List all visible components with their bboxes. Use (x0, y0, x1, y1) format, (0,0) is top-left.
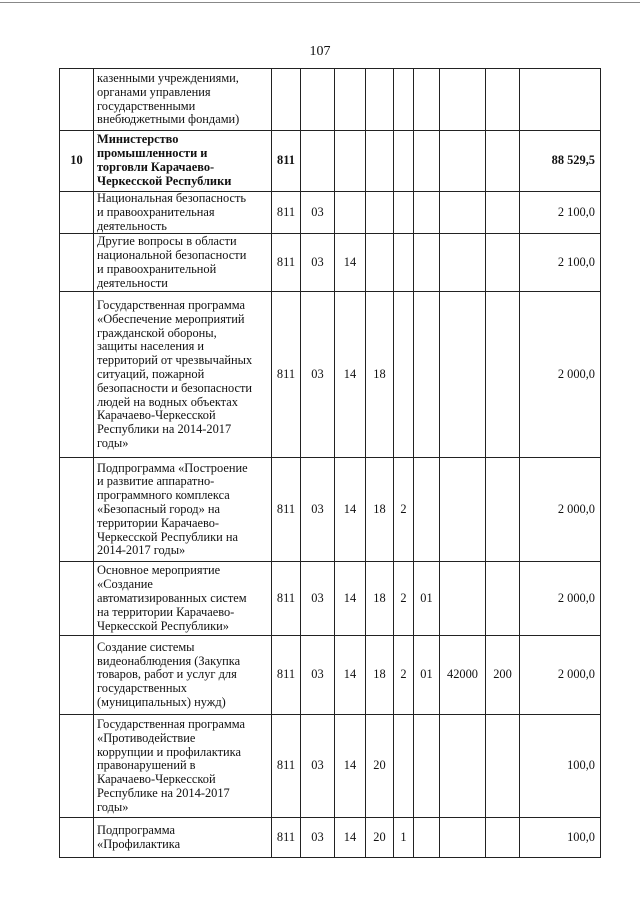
row-name-line: органами управления (97, 84, 211, 99)
direction-code (440, 292, 486, 458)
row-name-line: Черкесской Республики» (97, 618, 229, 633)
direction-code (440, 458, 486, 562)
row-name-line: «Противодействие (97, 730, 196, 745)
row-name (94, 292, 272, 458)
razdel-code: 03 (301, 818, 335, 858)
razdel-code: 03 (301, 292, 335, 458)
row-name-line: людей на водных объектах (97, 394, 238, 409)
row-number (60, 715, 94, 818)
row-name-line: гражданской обороны, (97, 325, 217, 340)
row-number (60, 292, 94, 458)
razdel-code (301, 69, 335, 131)
expense-type-code (486, 69, 520, 131)
row-name-line: правонарушений в (97, 758, 196, 773)
row-name-line: ситуаций, пожарной (97, 366, 205, 381)
sum-value: 2 100,0 (520, 192, 601, 234)
expense-type-code (486, 292, 520, 458)
table-row (60, 715, 601, 818)
ved-code: 811 (272, 131, 301, 192)
table-row (60, 69, 601, 131)
program-code: 18 (366, 636, 394, 715)
sum-value: 2 100,0 (520, 234, 601, 292)
podrazdel-code: 14 (335, 292, 366, 458)
subprogram-code: 2 (394, 562, 414, 636)
table-body (60, 69, 601, 858)
razdel-code: 03 (301, 234, 335, 292)
podrazdel-code (335, 69, 366, 131)
row-name-line: национальной безопасности (97, 248, 247, 263)
podrazdel-code: 14 (335, 715, 366, 818)
row-name (94, 715, 272, 818)
podrazdel-code: 14 (335, 234, 366, 292)
row-name-line: Карачаево-Черкесской (97, 408, 216, 423)
program-code: 18 (366, 292, 394, 458)
main-event-code (414, 69, 440, 131)
ved-code: 811 (272, 562, 301, 636)
expense-type-code: 200 (486, 636, 520, 715)
table-row (60, 458, 601, 562)
row-name-line: годы» (97, 435, 129, 450)
direction-code (440, 69, 486, 131)
row-name-line: (муниципальных) нужд) (97, 695, 226, 710)
row-name-line: и развитие аппаратно- (97, 474, 215, 489)
row-name-line: видеонаблюдения (Закупка (97, 653, 241, 668)
row-name-line: защиты населения и (97, 339, 205, 354)
row-name-line: государственными (97, 98, 196, 113)
main-event-code (414, 192, 440, 234)
row-number: 10 (60, 131, 94, 192)
subprogram-code: 2 (394, 636, 414, 715)
sum-value: 2 000,0 (520, 292, 601, 458)
main-event-code (414, 292, 440, 458)
sum-value: 100,0 (520, 818, 601, 858)
row-name-line: Карачаево-Черкесской (97, 772, 216, 787)
main-event-code (414, 818, 440, 858)
subprogram-code (394, 69, 414, 131)
row-name-line: торговли Карачаево- (97, 160, 215, 174)
sum-value: 88 529,5 (520, 131, 601, 192)
razdel-code: 03 (301, 458, 335, 562)
row-name-line: Создание системы (97, 639, 195, 654)
row-name-line: Подпрограмма (97, 823, 175, 838)
page-number: 107 (309, 44, 331, 59)
subprogram-code (394, 192, 414, 234)
expense-type-code (486, 562, 520, 636)
table-row (60, 818, 601, 858)
row-name-line: и правоохранительной (97, 261, 217, 276)
row-name-line: Основное мероприятие (97, 563, 221, 578)
table-row (60, 192, 601, 234)
row-name-line: деятельность (97, 218, 167, 233)
program-code: 18 (366, 562, 394, 636)
row-name-line: «Профилактика (97, 836, 181, 851)
direction-code (440, 131, 486, 192)
row-name-line: «Создание (97, 577, 153, 592)
direction-code (440, 562, 486, 636)
row-name (94, 69, 272, 131)
row-name-line: Республике на 2014-2017 (97, 786, 230, 801)
expense-type-code (486, 458, 520, 562)
expense-type-code (486, 192, 520, 234)
row-name-line: Другие вопросы в области (97, 234, 237, 249)
razdel-code: 03 (301, 562, 335, 636)
row-name (94, 192, 272, 234)
razdel-code: 03 (301, 715, 335, 818)
expense-type-code (486, 715, 520, 818)
table-row (60, 292, 601, 458)
expense-type-code (486, 234, 520, 292)
program-code (366, 69, 394, 131)
row-name-line: программного комплекса (97, 488, 230, 503)
main-event-code: 01 (414, 636, 440, 715)
direction-code: 42000 (440, 636, 486, 715)
subprogram-code (394, 292, 414, 458)
razdel-code: 03 (301, 636, 335, 715)
row-name-line: Национальная безопасность (97, 191, 247, 205)
podrazdel-code (335, 131, 366, 192)
sum-value: 100,0 (520, 715, 601, 818)
sum-value (520, 69, 601, 131)
podrazdel-code: 14 (335, 562, 366, 636)
program-code: 20 (366, 715, 394, 818)
budget-table (59, 68, 601, 858)
main-event-code (414, 234, 440, 292)
row-number (60, 562, 94, 636)
table-row (60, 234, 601, 292)
row-name-line: государственных (97, 681, 188, 696)
row-name-line: 2014-2017 годы» (97, 543, 186, 558)
sum-value: 2 000,0 (520, 562, 601, 636)
row-name (94, 131, 272, 192)
row-name-line: на территории Карачаево- (97, 604, 235, 619)
main-event-code (414, 715, 440, 818)
row-name-line: Черкесской Республики (97, 173, 232, 188)
row-number (60, 458, 94, 562)
row-name-line: Республики на 2014-2017 (97, 422, 232, 437)
direction-code (440, 715, 486, 818)
row-name-line: Государственная программа (97, 717, 245, 732)
row-name-line: безопасности и безопасности (97, 380, 253, 395)
row-name-line: внебюджетными фондами) (97, 112, 240, 127)
table-row (60, 636, 601, 715)
razdel-code: 03 (301, 192, 335, 234)
program-code: 20 (366, 818, 394, 858)
direction-code (440, 234, 486, 292)
row-name-line: автоматизированных систем (97, 590, 247, 605)
ved-code: 811 (272, 192, 301, 234)
row-name-line: Черкесской Республики на (97, 529, 238, 544)
ved-code (272, 69, 301, 131)
razdel-code (301, 131, 335, 192)
ved-code: 811 (272, 818, 301, 858)
row-name (94, 562, 272, 636)
program-code (366, 131, 394, 192)
subprogram-code (394, 131, 414, 192)
row-number (60, 636, 94, 715)
subprogram-code: 1 (394, 818, 414, 858)
row-name-line: деятельности (97, 275, 168, 290)
ved-code: 811 (272, 458, 301, 562)
row-number (60, 818, 94, 858)
direction-code (440, 192, 486, 234)
row-name (94, 458, 272, 562)
row-name-line: и правоохранительная (97, 204, 215, 219)
main-event-code: 01 (414, 562, 440, 636)
row-name-line: промышленности и (97, 146, 208, 161)
row-name-line: товаров, работ и услуг для (97, 667, 237, 682)
direction-code (440, 818, 486, 858)
program-code (366, 234, 394, 292)
table-row (60, 131, 601, 192)
row-name (94, 234, 272, 292)
row-number (60, 69, 94, 131)
sum-value: 2 000,0 (520, 636, 601, 715)
podrazdel-code (335, 192, 366, 234)
row-number (60, 234, 94, 292)
row-name (94, 818, 272, 858)
ved-code: 811 (272, 292, 301, 458)
program-code: 18 (366, 458, 394, 562)
row-name-line: «Безопасный город» на (97, 501, 221, 516)
ved-code: 811 (272, 636, 301, 715)
row-name (94, 636, 272, 715)
row-name-line: годы» (97, 799, 129, 814)
row-name-line: казенными учреждениями, (97, 70, 239, 85)
subprogram-code (394, 234, 414, 292)
row-name-line: территории Карачаево- (97, 515, 220, 530)
row-name-line: Подпрограмма «Построение (97, 460, 248, 475)
row-name-line: «Обеспечение мероприятий (97, 311, 245, 326)
subprogram-code (394, 715, 414, 818)
expense-type-code (486, 131, 520, 192)
main-event-code (414, 458, 440, 562)
subprogram-code: 2 (394, 458, 414, 562)
podrazdel-code: 14 (335, 818, 366, 858)
row-number (60, 192, 94, 234)
scan-edge-line (0, 2, 640, 3)
ved-code: 811 (272, 234, 301, 292)
expense-type-code (486, 818, 520, 858)
row-name-line: коррупции и профилактика (97, 744, 241, 759)
sum-value: 2 000,0 (520, 458, 601, 562)
ved-code: 811 (272, 715, 301, 818)
podrazdel-code: 14 (335, 458, 366, 562)
row-name-line: территорий от чрезвычайных (97, 353, 253, 368)
podrazdel-code: 14 (335, 636, 366, 715)
row-name-line: Государственная программа (97, 298, 245, 312)
main-event-code (414, 131, 440, 192)
program-code (366, 192, 394, 234)
table-row (60, 562, 601, 636)
row-name-line: Министерство (97, 132, 179, 147)
